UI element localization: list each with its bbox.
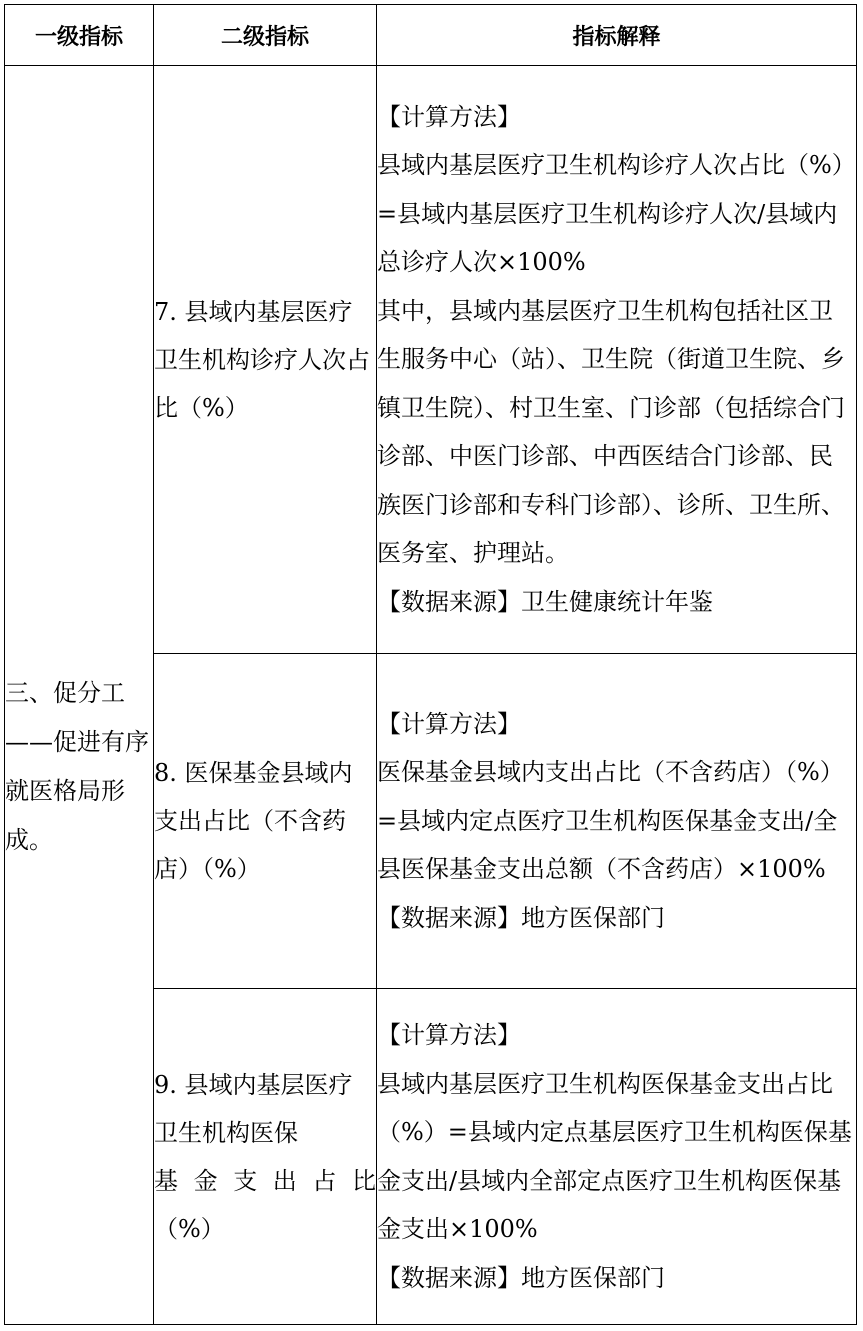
table-row — [5, 66, 857, 654]
table-header-row — [5, 5, 857, 66]
level2-indicator-text: 8. 医保基金县域内支出占比（不含药店）（%） — [154, 759, 353, 883]
source-text: 【数据来源】地方医保部门 — [377, 903, 665, 932]
header-explanation: 指标解释 — [377, 5, 857, 66]
method-label: 【计算方法】 — [377, 102, 521, 131]
explanation-cell — [377, 654, 857, 989]
method-text: 医保基金县域内支出占比（不含药店）（%）=县域内定点医疗卫生机构医保基金支出/全县医保基金支出总额（不含药店）×100% — [377, 758, 844, 884]
level2-indicator-text: （%） — [154, 1214, 225, 1243]
method-label: 【计算方法】 — [377, 1021, 521, 1049]
method-text: 县域内基层医疗卫生机构医保基金支出占比（%）=县域内定点基层医疗卫生机构医保基金支出/县域内全部定点医疗卫生机构医保基金支出×100% — [377, 1069, 852, 1243]
source-text: 【数据来源】卫生健康统计年鉴 — [377, 587, 713, 616]
source-text: 【数据来源】地方医保部门 — [377, 1263, 665, 1292]
indicator-table — [4, 4, 857, 1325]
level2-indicator-cell — [154, 989, 377, 1325]
method-text: 县域内基层医疗卫生机构诊疗人次占比（%）=县域内基层医疗卫生机构诊疗人次/县域内总诊疗人次×100% — [377, 151, 856, 277]
explanation-cell — [377, 989, 857, 1325]
explanation-cell — [377, 66, 857, 654]
level2-indicator-cell — [154, 66, 377, 654]
level1-indicator-cell — [5, 66, 154, 1325]
level1-indicator-text: 三、促分工——促进有序就医格局形成。 — [5, 679, 149, 854]
note-text: 其中，县域内基层医疗卫生机构包括社区卫生服务中心（站）、卫生院（街道卫生院、乡镇卫生院）、村卫生室、门诊部（包括综合门诊部、中医门诊部、中西医结合门诊部、民族医门诊部和专科门诊部）、诊所、卫生所、医务室、护理站。 — [377, 296, 845, 568]
header-level2: 二级指标 — [154, 5, 377, 66]
level2-indicator-text: 7. 县域内基层医疗卫生机构诊疗人次占比（%） — [154, 297, 370, 422]
method-label: 【计算方法】 — [377, 709, 521, 738]
level2-indicator-text: 9. 县域内基层医疗卫生机构医保 — [154, 1070, 353, 1147]
level2-indicator-text: 基金支出占比 — [154, 1166, 376, 1195]
level2-indicator-cell — [154, 654, 377, 989]
header-level1: 一级指标 — [5, 5, 154, 66]
